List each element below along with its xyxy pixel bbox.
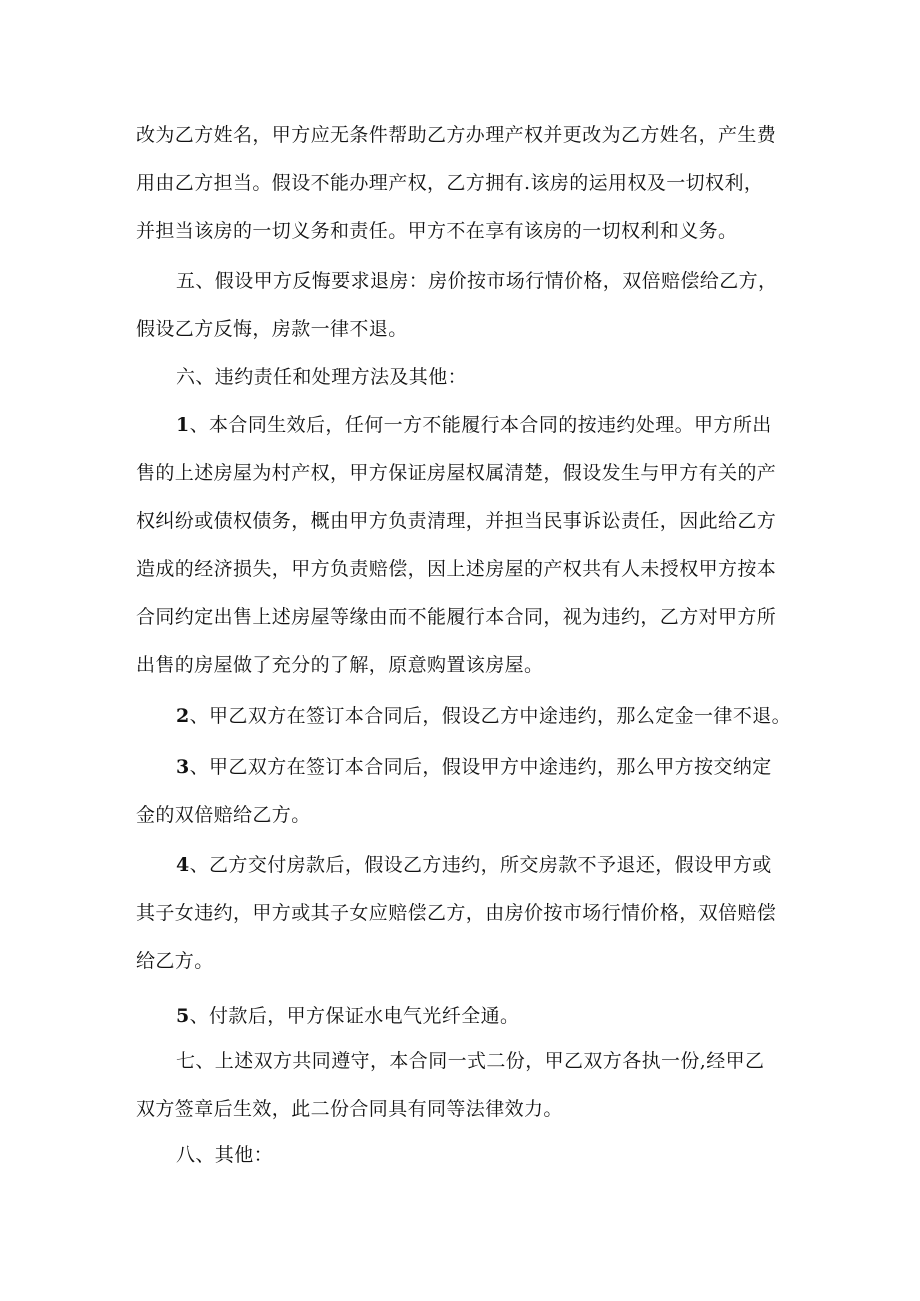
paragraph-item-2 [136, 692, 796, 740]
paragraph-item-3 [136, 743, 796, 839]
item-text: 、甲乙双方在签订本合同后，假设甲方中途违约，那么甲方按交纳定 [189, 756, 772, 778]
paragraph-clause-eight [136, 1131, 796, 1179]
text-line: 造成的经济损失，甲方负责赔偿，因上述房屋的产权共有人未授权甲方按本 [136, 558, 777, 580]
text-line: 五、假设甲方反悔要求退房：房价按市场行情价格，双倍赔偿给乙方， [176, 270, 778, 292]
text-line [136, 401, 796, 449]
text-line: 合同约定出售上述房屋等缘由而不能履行本合同，视为违约，乙方对甲方所 [136, 606, 777, 628]
item-number: 2 [176, 705, 190, 727]
text-line: 金的双倍赔给乙方。 [136, 804, 311, 826]
text-line [136, 692, 796, 740]
text-line: 出售的房屋做了充分的了解，原意购置该房屋。 [136, 654, 544, 676]
item-text: 、本合同生效后，任何一方不能履行本合同的按违约处理。甲方所出 [189, 414, 772, 436]
item-text: 、付款后，甲方保证水电气光纤全通。 [189, 1005, 520, 1027]
item-text: 、甲乙双方在签订本合同后，假设乙方中途违约，那么定金一律不退。 [189, 705, 792, 727]
text-line: 权纠纷或债权债务，概由甲方负责清理，并担当民事诉讼责任，因此给乙方 [136, 510, 777, 532]
item-text: 、乙方交付房款后，假设乙方违约，所交房款不予退还，假设甲方或 [189, 854, 772, 876]
text-line [136, 841, 796, 889]
item-number: 5 [176, 1005, 190, 1027]
paragraph-item-1 [136, 401, 796, 689]
text-line: 并担当该房的一切义务和责任。甲方不在享有该房的一切权利和义务。 [136, 220, 738, 242]
text-line [136, 992, 796, 1040]
paragraph-clause-five [136, 257, 796, 353]
paragraph-ownership-continuation [136, 111, 796, 255]
text-line: 假设乙方反悔，房款一律不退。 [136, 318, 408, 340]
item-number: 1 [176, 414, 190, 436]
paragraph-clause-seven [136, 1037, 796, 1133]
text-line: 用由乙方担当。假设不能办理产权，乙方拥有.该房的运用权及一切权利， [136, 172, 764, 194]
text-line [136, 743, 796, 791]
text-line: 其子女违约，甲方或其子女应赔偿乙方，由房价按市场行情价格，双倍赔偿 [136, 902, 777, 924]
text-line: 给乙方。 [136, 950, 214, 972]
text-line: 七、上述双方共同遵守，本合同一式二份，甲乙双方各执一份,经甲乙 [176, 1050, 765, 1072]
item-number: 4 [176, 854, 190, 876]
text-line: 双方签章后生效，此二份合同具有同等法律效力。 [136, 1098, 563, 1120]
text-line: 八、其他： [176, 1144, 274, 1166]
paragraph-clause-six-heading [136, 353, 796, 401]
paragraph-item-4 [136, 841, 796, 985]
item-number: 3 [176, 756, 190, 778]
text-line: 售的上述房屋为村产权，甲方保证房屋权属清楚，假设发生与甲方有关的产 [136, 462, 777, 484]
text-line: 六、违约责任和处理方法及其他： [176, 366, 468, 388]
paragraph-item-5 [136, 992, 796, 1040]
text-line: 改为乙方姓名，甲方应无条件帮助乙方办理产权并更改为乙方姓名，产生费 [136, 124, 777, 146]
